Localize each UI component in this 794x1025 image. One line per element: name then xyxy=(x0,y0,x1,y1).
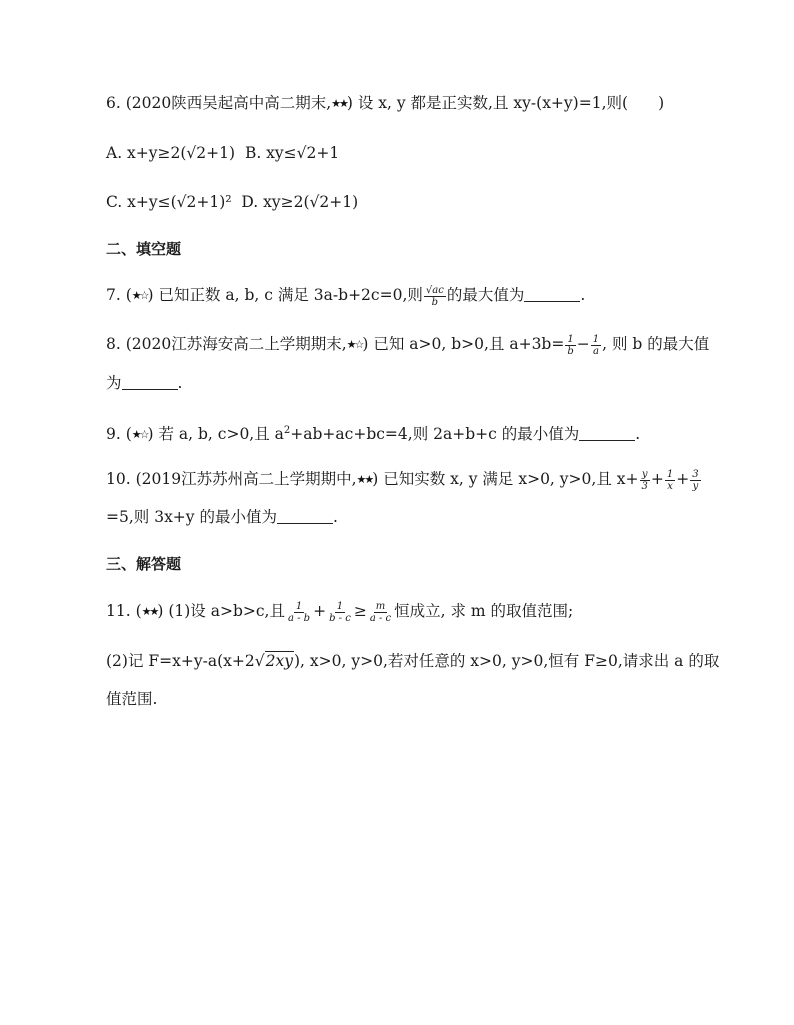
square-root: √2xy xyxy=(254,652,293,670)
section-heading-solutions: 三、解答题 xyxy=(106,555,182,573)
q8-tail: , 则 b 的最大值 xyxy=(602,335,710,353)
q10-fraction-3 xyxy=(690,469,700,492)
q6-close-paren: ) xyxy=(658,94,665,112)
q11-part2-a: (2)记 F=x+y-a(x+2 xyxy=(106,652,255,670)
question-11-part-1 xyxy=(106,600,573,624)
q11-tail: 恒成立, 求 m 的取值范围; xyxy=(394,602,574,620)
frac-numerator: m xyxy=(375,600,386,612)
q11-radicand: 2xy xyxy=(265,652,293,670)
q10-text: ) 已知实数 x, y 满足 x>0, y>0,且 x+ xyxy=(372,470,639,488)
q7-text: ) 已知正数 a, b, c 满足 3a-b+2c=0,则 xyxy=(147,286,423,304)
q7-frac-denominator: b xyxy=(431,296,439,308)
q11-geq: ≥ xyxy=(353,602,367,620)
q6-option-b: B. xy≤√2+1 xyxy=(244,144,340,162)
q6-prefix: 6. (2020陕西吴起高中高二期末, xyxy=(106,94,332,112)
q6-stem-text: ) 设 x, y 都是正实数,且 xy-(x+y)=1,则( xyxy=(346,94,629,112)
answer-blank xyxy=(579,426,635,441)
q9-end: . xyxy=(635,425,641,443)
q10-end: . xyxy=(332,508,338,526)
q10-plus-1: + xyxy=(650,470,664,488)
q6-option-a: A. x+y≥2(√2+1) xyxy=(106,144,236,162)
q7-prefix: 7. ( xyxy=(106,286,132,304)
q10-fraction-2 xyxy=(665,469,675,492)
frac-denominator: a xyxy=(592,345,599,357)
q6-option-c: C. x+y≤(√2+1)² xyxy=(106,193,232,211)
q6-option-d: D. xy≥2(√2+1) xyxy=(241,193,359,211)
question-7 xyxy=(106,284,585,308)
q7-tail: 的最大值为 xyxy=(446,286,525,304)
answer-blank xyxy=(524,287,580,302)
frac-numerator: y xyxy=(641,468,648,480)
question-11-part-2 xyxy=(106,650,719,672)
question-11-part-2-line-2 xyxy=(106,688,157,710)
q8-minus: − xyxy=(576,335,590,353)
question-8-line-2 xyxy=(106,372,182,394)
q11-fraction-2 xyxy=(327,601,353,624)
q8-line2: 为 xyxy=(106,374,122,392)
q11-text: ) (1)设 a>b>c,且 xyxy=(157,602,285,620)
question-10 xyxy=(106,468,702,492)
difficulty-stars-icon: ★☆ xyxy=(131,428,148,441)
frac-denominator: b xyxy=(567,345,574,357)
q7-frac-numerator: √ac xyxy=(425,284,444,296)
q11-plus: + xyxy=(313,602,327,620)
q10-line2: =5,则 3x+y 的最小值为 xyxy=(106,508,277,526)
answer-blank xyxy=(277,509,333,524)
frac-numerator: 1 xyxy=(336,600,344,612)
question-8 xyxy=(106,333,709,357)
q8-fraction-1 xyxy=(565,334,575,357)
frac-numerator: 1 xyxy=(592,333,600,345)
difficulty-stars-icon: ★☆ xyxy=(346,338,363,351)
difficulty-stars-icon: ★★ xyxy=(141,605,158,618)
question-6-stem xyxy=(106,92,664,115)
q8-prefix: 8. (2020江苏海安高二上学期期末, xyxy=(106,335,347,353)
q9-text2: +ab+ac+bc=4,则 2a+b+c 的最小值为 xyxy=(290,425,580,443)
difficulty-stars-icon: ★★ xyxy=(331,97,347,110)
frac-numerator: 3 xyxy=(692,468,699,480)
q9-text: ) 若 a, b, c>0,且 a xyxy=(147,425,284,443)
question-6-options-cd xyxy=(106,191,358,213)
frac-numerator: 1 xyxy=(567,333,574,345)
frac-denominator: a - c xyxy=(369,612,392,624)
question-6-options-ab xyxy=(106,142,339,164)
q11-part2-line2: 值范围. xyxy=(106,690,158,708)
q10-fraction-1 xyxy=(639,469,649,492)
q8-text: ) 已知 a>0, b>0,且 a+3b= xyxy=(362,335,565,353)
question-9 xyxy=(106,420,640,446)
q10-prefix: 10. (2019江苏苏州高二上学期期中, xyxy=(106,470,357,488)
frac-numerator: 1 xyxy=(295,600,303,612)
difficulty-stars-icon: ★★ xyxy=(356,473,373,486)
q11-fraction-3 xyxy=(368,601,393,624)
frac-numerator: 1 xyxy=(666,468,674,480)
frac-denominator: b - c xyxy=(329,612,351,624)
q9-prefix: 9. ( xyxy=(106,425,132,443)
frac-denominator: a - b xyxy=(287,612,311,624)
q8-fraction-2 xyxy=(591,334,601,357)
difficulty-stars-icon: ★☆ xyxy=(131,289,148,302)
q11-prefix: 11. ( xyxy=(106,602,142,620)
q11-fraction-1 xyxy=(286,601,312,624)
frac-denominator: 3 xyxy=(641,480,648,492)
answer-blank xyxy=(122,375,178,390)
q8-end: . xyxy=(177,374,183,392)
frac-denominator: x xyxy=(667,480,673,492)
q10-plus-2: + xyxy=(676,470,690,488)
q11-part2-b: ), x>0, y>0,若对任意的 x>0, y>0,恒有 F≥0,请求出 a 的取 xyxy=(294,652,720,670)
q7-end: . xyxy=(580,286,586,304)
q9-superscript: 2 xyxy=(283,425,291,436)
section-heading-fill-in: 二、填空题 xyxy=(106,240,182,258)
question-10-line-2 xyxy=(106,506,338,528)
frac-denominator: y xyxy=(692,480,699,492)
q7-fraction xyxy=(424,285,446,308)
